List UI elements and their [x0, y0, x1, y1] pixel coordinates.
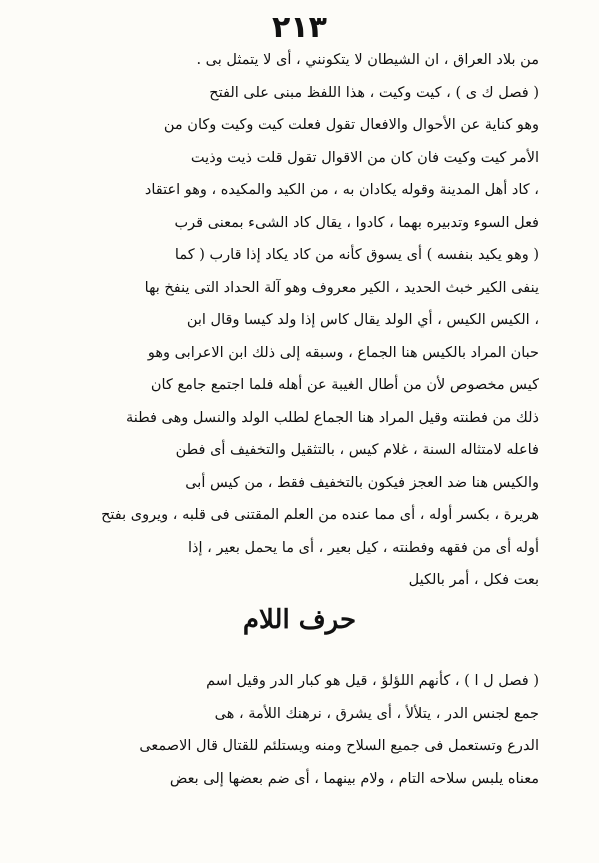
- text-line: هريرة ، بكسر أوله ، أى مما عنده من العلم المقتنى فى قلبه ، ويروى بفتح: [101, 507, 539, 523]
- text-line: ينفى الكير خبث الحديد ، الكير معروف وهو آلة الحداد التى ينفخ بها: [144, 279, 539, 296]
- text-line: من بلاد العراق ، ان الشيطان لا يتكونني ، أى لا يتمثل بى .: [196, 52, 539, 68]
- text-line: الأمر كيت وكيت فان كان من الاقوال تقول قلت ذيت وذيت: [190, 149, 539, 166]
- text-line: الدرع وتستعمل فى جميع السلاح ومنه ويستلئم للقتال قال الاصمعى: [139, 738, 539, 754]
- section-1-text: [60, 44, 539, 597]
- section-2-text: [60, 665, 539, 795]
- text-line: والكيس هنا ضد العجز فيكون بالتخفيف فقط ، من كيس أبى: [185, 474, 539, 491]
- text-line: وهو كناية عن الأحوال والافعال تقول فعلت كيت وكيت وكان من: [163, 117, 539, 133]
- text-line: جمع لجنس الدر ، يتلألأ ، أى يشرق ، نرهنك اللأمة ، هى: [214, 705, 539, 722]
- text-line: فاعله لامتثاله السنة ، غلام كيس ، بالتثقيل والتخفيف أى فطن: [175, 442, 539, 458]
- text-line: معناه يلبس سلاحه التام ، ولام بينهما ، أى ضم بعضها إلى بعض: [169, 770, 539, 787]
- text-line: ( فصل ل ا ) ، كأنهم اللؤلؤ ، قيل هو كبار الدر وقيل اسم: [206, 673, 539, 689]
- text-line: أوله أى من فقهه وفطنته ، كيل بعير ، أى ما يحمل بعير ، إذا: [188, 539, 539, 556]
- section-heading: حرف اللام: [242, 605, 357, 635]
- text-line: ، كاد أهل المدينة وقوله يكادان به ، من الكيد والمكيده ، وهو اعتقاد: [144, 182, 539, 198]
- text-line: ، الكيس الكيس ، أي الولد يقال كاس إذا ولد كيسا وقال ابن: [186, 312, 539, 328]
- text-line: ( فصل ك ى ) ، كيت وكيت ، هذا اللفظ مبنى على الفتح: [209, 84, 539, 101]
- text-line: كيس مخصوص لأن من أطال الغيبة عن أهله فلما اجتمع جامع كان: [150, 377, 539, 393]
- page-number: ٢١٣: [272, 10, 327, 45]
- text-line: ( وهو يكيد بنفسه ) أى يسوق كأنه من كاد يكاد إذا قارب ( كما: [174, 247, 539, 263]
- text-line: حبان المراد بالكيس هنا الجماع ، وسبقه إلى ذلك ابن الاعرابى وهو: [147, 344, 539, 361]
- text-line: ذلك من فطنته وقيل المراد هنا الجماع لطلب الولد والنسل وهى فطنة: [125, 409, 539, 426]
- text-line: بعت فكل ، أمر بالكيل: [408, 572, 539, 588]
- text-line: فعل السوء وتدبيره بهما ، كادوا ، يقال كاد الشىء بمعنى قرب: [174, 214, 539, 231]
